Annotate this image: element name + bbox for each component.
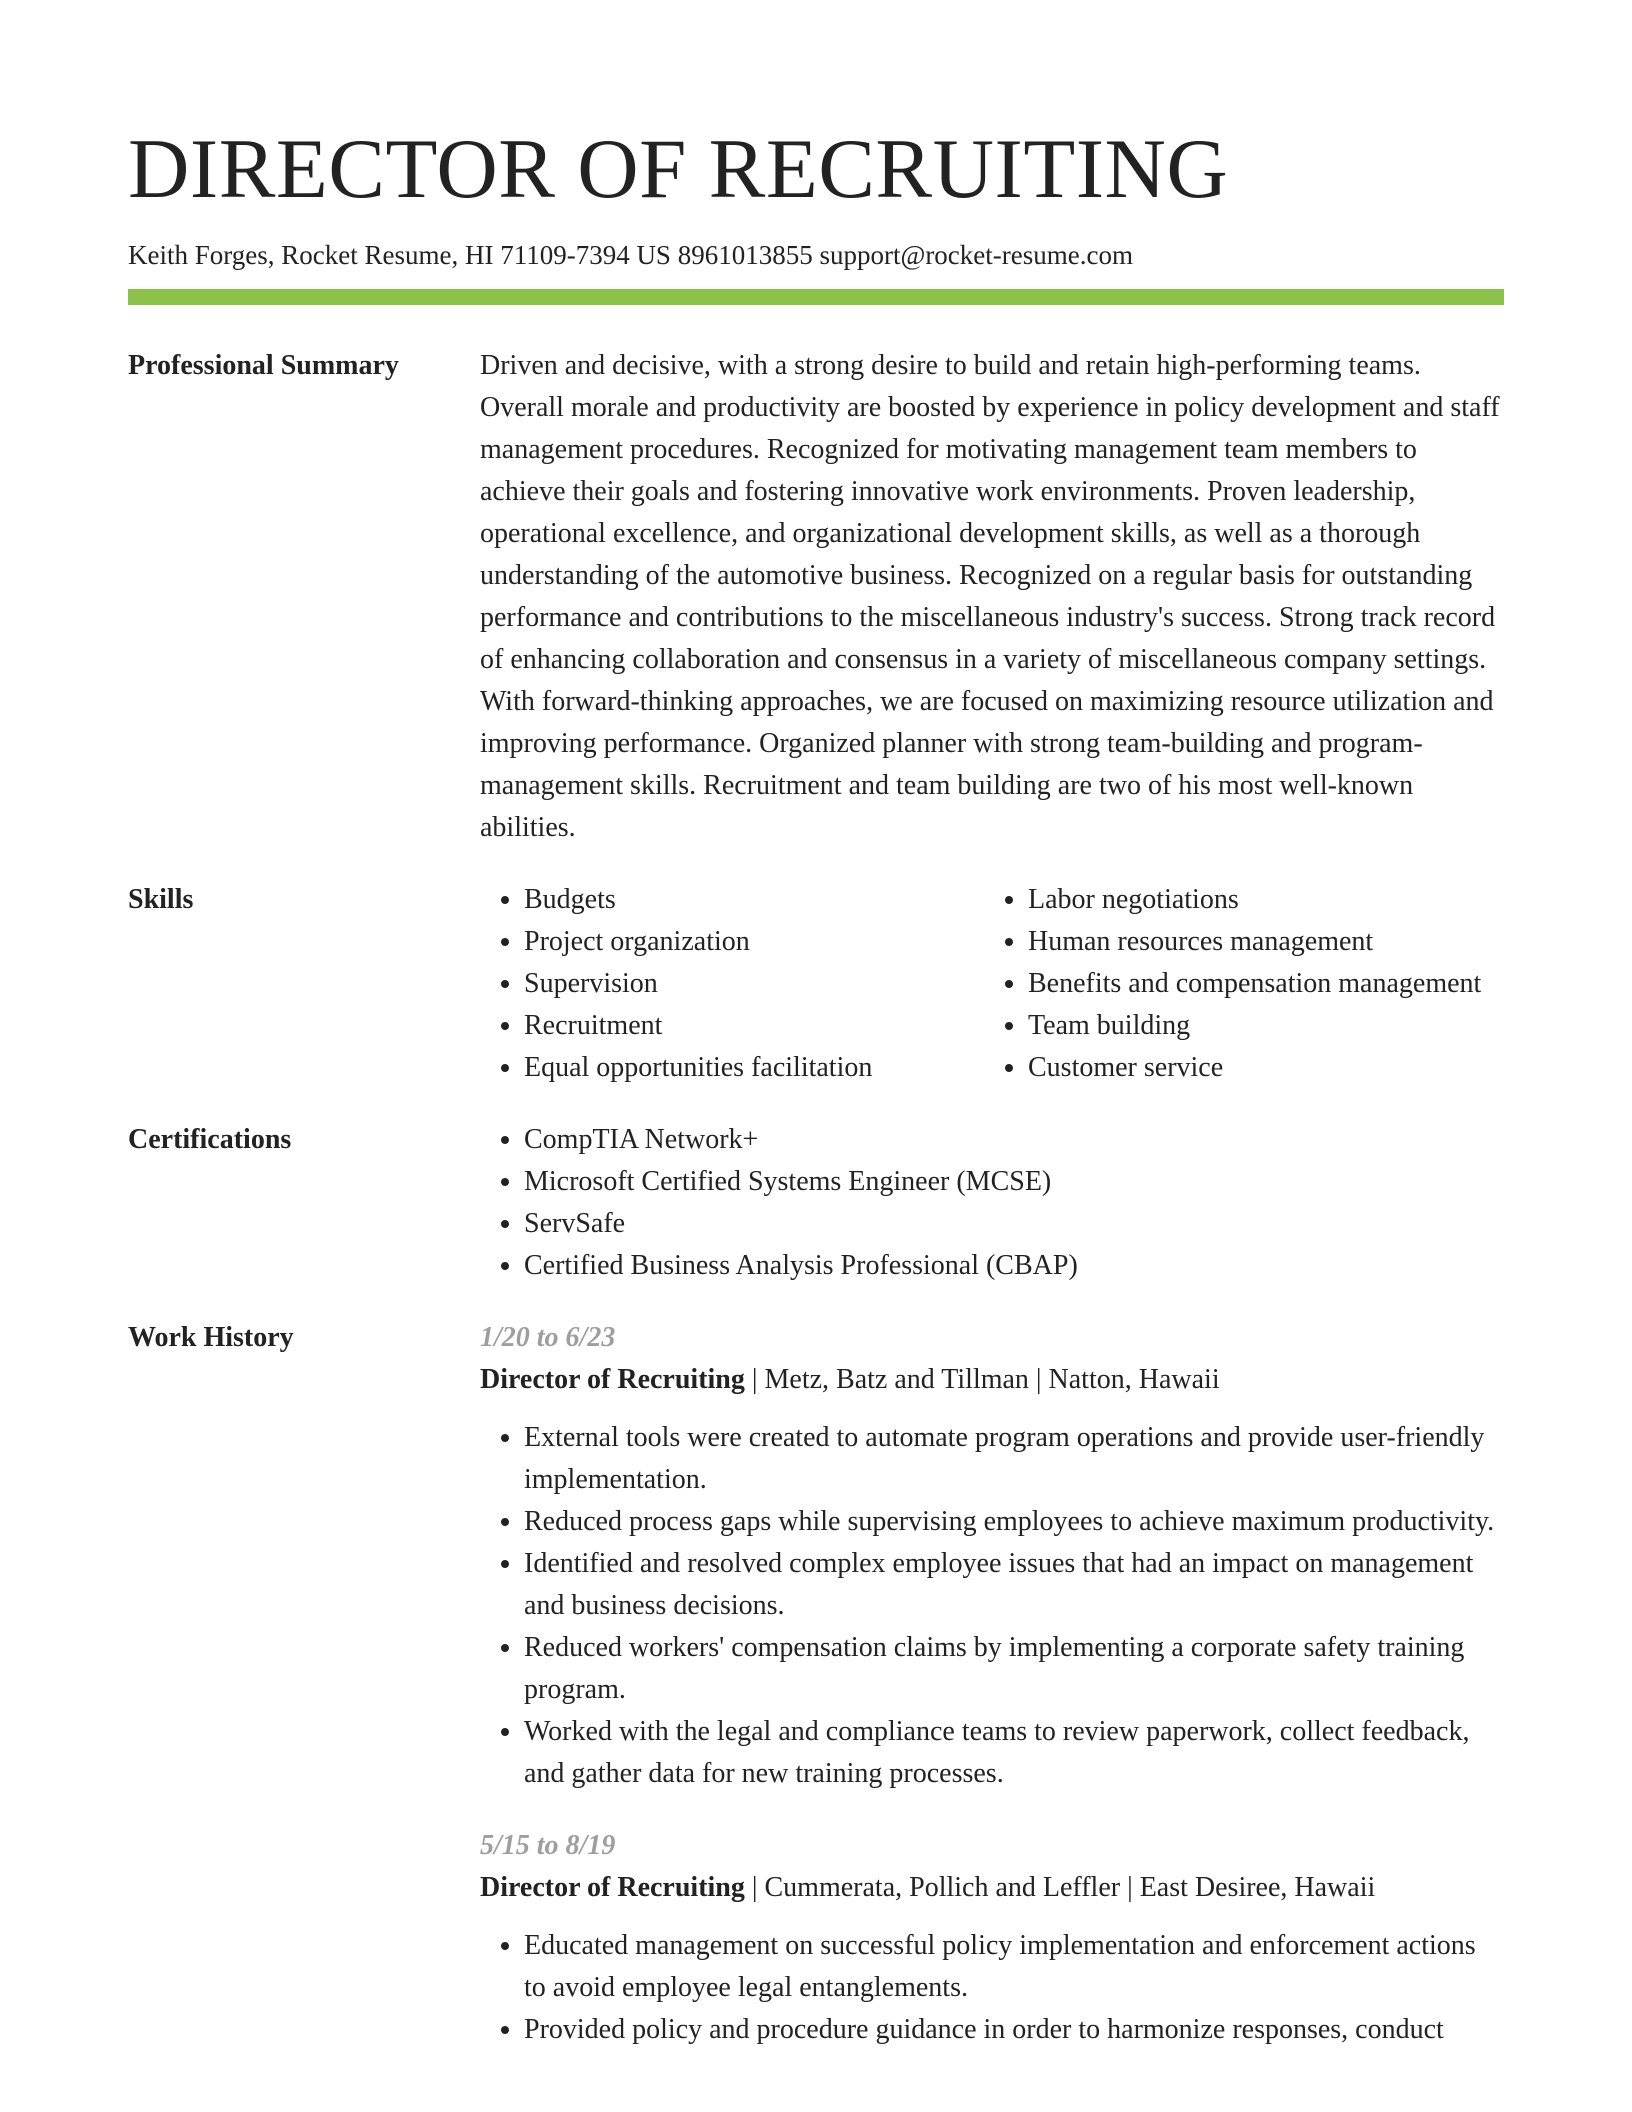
contact-line: Keith Forges, Rocket Resume, HI 71109-7394 US 8961013855 support@rocket-resume.com — [128, 240, 1133, 270]
job-heading — [480, 1867, 1504, 1909]
certifications-section — [128, 1119, 1504, 1287]
job-bullet: • Educated management on successful policy implementation and enforcement actions to avoid employee legal entanglements. — [524, 1925, 1504, 2009]
job-bullets — [480, 1925, 1504, 2051]
job-details: | Cummerata, Pollich and Leffler | East Desiree, Hawaii — [744, 1872, 1376, 1903]
skill-item: • Customer service — [1028, 1047, 1504, 1089]
skill-item: • Recruitment — [524, 1005, 984, 1047]
job-entry — [480, 1825, 1504, 2051]
job-bullet: • Worked with the legal and compliance teams to review paperwork, collect feedback, and gather data for new training processes. — [524, 1711, 1504, 1795]
job-bullet: • Provided policy and procedure guidance in order to harmonize responses, conduct — [524, 2009, 1504, 2051]
work-history-body — [480, 1317, 1504, 2081]
skills-grid — [480, 879, 1504, 1089]
job-title: Director of Recruiting — [480, 1364, 745, 1395]
job-bullet: • Reduced process gaps while supervising employees to achieve maximum productivity. — [524, 1501, 1504, 1543]
accent-divider — [128, 289, 1504, 305]
certifications-body — [480, 1119, 1504, 1287]
skill-item: • Equal opportunities facilitation — [524, 1047, 984, 1089]
job-dates: 5/15 to 8/19 — [480, 1830, 616, 1861]
job-details: | Metz, Batz and Tillman | Natton, Hawaii — [744, 1364, 1220, 1395]
certification-item: • Microsoft Certified Systems Engineer (MCSE) — [524, 1161, 1504, 1203]
job-bullet: • External tools were created to automate program operations and provide user-friendly implementation. — [524, 1417, 1504, 1501]
certification-item: • ServSafe — [524, 1203, 1504, 1245]
summary-heading: Professional Summary — [128, 350, 399, 381]
job-bullet: • Identified and resolved complex employee issues that had an impact on management and business decisions. — [524, 1543, 1504, 1627]
job-heading — [480, 1359, 1504, 1401]
skill-item: • Human resources management — [1028, 921, 1504, 963]
job-title: Director of Recruiting — [480, 1872, 745, 1903]
skills-column-right — [984, 879, 1504, 1089]
summary-body — [480, 345, 1504, 849]
skill-item: • Benefits and compensation management — [1028, 963, 1504, 1005]
skills-column-left — [480, 879, 984, 1089]
summary-section — [128, 345, 1504, 849]
job-entry — [480, 1317, 1504, 1795]
job-bullet: • Reduced workers' compensation claims by implementing a corporate safety training program. — [524, 1627, 1504, 1711]
job-bullets — [480, 1417, 1504, 1795]
summary-text: Driven and decisive, with a strong desire to build and retain high-performing teams. Overall morale and productivity are boosted by experience in policy development and staff management procedures. Recognized for motivating management team members to achieve their goals and fostering innovative work environments. Proven leadership, operational excellence, and organizational development skills, as well as a thorough understanding of the automotive business. Recognized on a regular basis for outstanding performance and contributions to the miscellaneous industry's success. Strong track record of enhancing collaboration and consensus in a variety of miscellaneous company settings. With forward-thinking approaches, we are focused on maximizing resource utilization and improving performance. Organized planner with strong team-building and program-management skills. Recruitment and team building are two of his most well-known abilities. — [480, 350, 1500, 843]
work-history-section — [128, 1317, 1504, 2081]
skill-item: • Team building — [1028, 1005, 1504, 1047]
page-title: DIRECTOR OF RECRUITING — [128, 122, 1229, 216]
skill-item: • Project organization — [524, 921, 984, 963]
skill-item: • Budgets — [524, 879, 984, 921]
work-history-heading: Work History — [128, 1322, 294, 1353]
skill-item: • Labor negotiations — [1028, 879, 1504, 921]
skill-item: • Supervision — [524, 963, 984, 1005]
certification-item: • Certified Business Analysis Professional (CBAP) — [524, 1245, 1504, 1287]
job-dates: 1/20 to 6/23 — [480, 1322, 616, 1353]
certification-item: • CompTIA Network+ — [524, 1119, 1504, 1161]
skills-heading: Skills — [128, 884, 194, 915]
skills-section — [128, 879, 1504, 1089]
certifications-heading: Certifications — [128, 1124, 292, 1155]
